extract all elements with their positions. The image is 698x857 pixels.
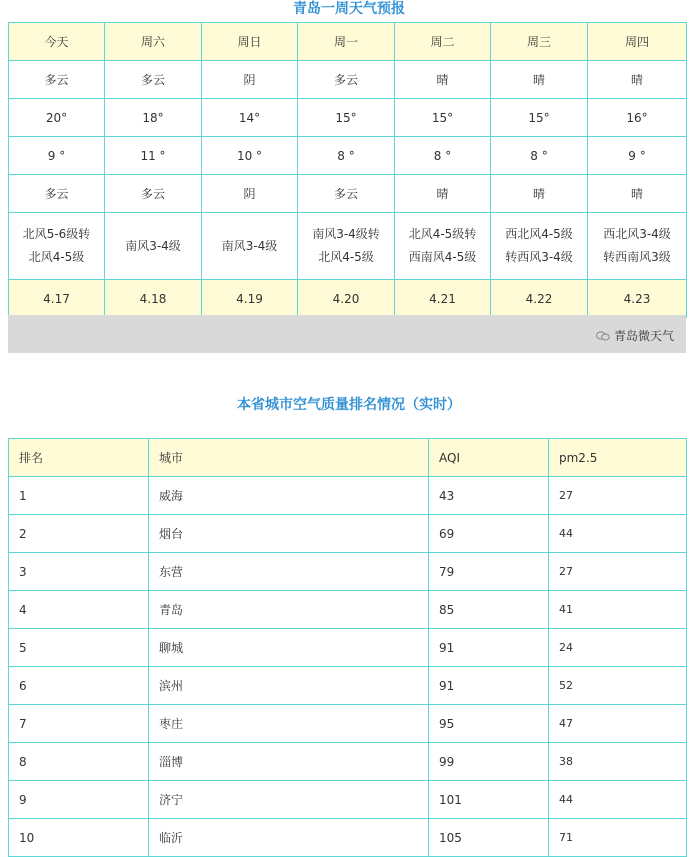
aqi-value-cell: 79: [429, 553, 549, 591]
aqi-value-cell: 85: [429, 591, 549, 629]
weather-low-temp-cell: 11 °: [105, 137, 202, 175]
weather-source-bar: [8, 315, 686, 353]
weather-high-temp-cell: 20°: [9, 99, 105, 137]
weather-wind-cell: [202, 213, 298, 280]
weather-wind-cell: [395, 213, 491, 280]
weather-night-condition-cell: 阴: [202, 175, 298, 213]
weather-low-temp-cell: 9 °: [9, 137, 105, 175]
aqi-header-cell: AQI: [429, 439, 549, 477]
weather-day-cell: 周日: [202, 23, 298, 61]
weather-date-cell: 4.21: [395, 280, 491, 318]
table-row: [9, 515, 687, 553]
aqi-header-row: [9, 439, 687, 477]
aqi-rank-cell: 3: [9, 553, 149, 591]
weather-low-temp-cell: 8 °: [298, 137, 395, 175]
weather-day-condition-cell: 多云: [298, 61, 395, 99]
weather-day-condition-cell: 晴: [395, 61, 491, 99]
aqi-city-cell: 济宁: [149, 781, 429, 819]
table-row: [9, 667, 687, 705]
aqi-pm25-cell: 47: [549, 705, 687, 743]
weather-date-cell: 4.18: [105, 280, 202, 318]
weather-high-temp-cell: 16°: [588, 99, 687, 137]
aqi-rank-cell: 2: [9, 515, 149, 553]
weather-forecast-table: [8, 22, 687, 318]
wind-line: 南风3-4级: [221, 238, 278, 253]
weather-low-temp-cell: 9 °: [588, 137, 687, 175]
weather-day-cell: 周三: [491, 23, 588, 61]
aqi-value-cell: 105: [429, 819, 549, 857]
weather-day-condition-cell: 晴: [588, 61, 687, 99]
aqi-rank-cell: 7: [9, 705, 149, 743]
weather-night-condition-cell: 晴: [491, 175, 588, 213]
weather-date-cell: 4.20: [298, 280, 395, 318]
wind-line: 西北风4-5级: [505, 227, 573, 241]
aqi-city-cell: 滨州: [149, 667, 429, 705]
table-row: [9, 553, 687, 591]
aqi-city-cell: 威海: [149, 477, 429, 515]
aqi-pm25-cell: 71: [549, 819, 687, 857]
weather-high-temp-cell: 15°: [298, 99, 395, 137]
aqi-value-cell: 69: [429, 515, 549, 553]
weather-title: 青岛一周天气预报: [293, 1, 405, 17]
weather-row-low: [9, 137, 687, 175]
weather-day-cell: 周一: [298, 23, 395, 61]
wind-line: 南风3-4级: [125, 238, 181, 253]
weather-night-condition-cell: 多云: [298, 175, 395, 213]
wind-line: 北风5-6级转: [22, 227, 91, 241]
aqi-pm25-cell: 27: [549, 477, 687, 515]
aqi-rank-cell: 8: [9, 743, 149, 781]
aqi-rank-cell: 9: [9, 781, 149, 819]
aqi-pm25-cell: 27: [549, 553, 687, 591]
wind-line: 南风3-4级转: [312, 227, 380, 241]
aqi-city-cell: 东营: [149, 553, 429, 591]
aqi-pm25-cell: 38: [549, 743, 687, 781]
weather-day-condition-cell: 多云: [9, 61, 105, 99]
wind-line: 转西南风3级: [603, 250, 671, 264]
wind-line: 北风4-5级: [28, 250, 85, 264]
weather-low-temp-cell: 10 °: [202, 137, 298, 175]
wind-line: 北风4-5级转: [408, 227, 477, 241]
table-row: [9, 629, 687, 667]
weather-day-condition-cell: 晴: [491, 61, 588, 99]
table-row: [9, 705, 687, 743]
wind-line: 西北风3-4级: [603, 227, 671, 241]
aqi-header-cell: pm2.5: [549, 439, 687, 477]
weather-high-temp-cell: 15°: [395, 99, 491, 137]
weather-night-condition-cell: 晴: [588, 175, 687, 213]
weather-row-days: [9, 23, 687, 61]
weather-wind-cell: [298, 213, 395, 280]
aqi-pm25-cell: 44: [549, 781, 687, 819]
aqi-rank-cell: 1: [9, 477, 149, 515]
aqi-pm25-cell: 44: [549, 515, 687, 553]
weather-low-temp-cell: 8 °: [491, 137, 588, 175]
weather-day-cell: 今天: [9, 23, 105, 61]
aqi-value-cell: 91: [429, 629, 549, 667]
aqi-rank-cell: 6: [9, 667, 149, 705]
weather-day-cell: 周二: [395, 23, 491, 61]
aqi-title: 本省城市空气质量排名情况（实时）: [237, 397, 461, 413]
weather-wind-cell: [105, 213, 202, 280]
weather-date-cell: 4.23: [588, 280, 687, 318]
aqi-value-cell: 43: [429, 477, 549, 515]
weather-row-day-weather: [9, 61, 687, 99]
weather-date-cell: 4.19: [202, 280, 298, 318]
weather-row-night-weather: [9, 175, 687, 213]
weather-date-cell: 4.17: [9, 280, 105, 318]
weather-source[interactable]: [596, 327, 674, 344]
aqi-header-cell: 排名: [9, 439, 149, 477]
weather-low-temp-cell: 8 °: [395, 137, 491, 175]
weather-wind-cell: [9, 213, 105, 280]
aqi-pm25-cell: 41: [549, 591, 687, 629]
weather-night-condition-cell: 多云: [9, 175, 105, 213]
weather-day-cell: 周四: [588, 23, 687, 61]
weather-source-label: 青岛微天气: [613, 329, 674, 343]
aqi-rank-cell: 4: [9, 591, 149, 629]
table-row: [9, 781, 687, 819]
weather-high-temp-cell: 14°: [202, 99, 298, 137]
aqi-rank-cell: 5: [9, 629, 149, 667]
table-row: [9, 819, 687, 857]
table-row: [9, 591, 687, 629]
aqi-city-cell: 聊城: [149, 629, 429, 667]
aqi-header-cell: 城市: [149, 439, 429, 477]
weather-day-cell: 周六: [105, 23, 202, 61]
weather-wind-cell: [588, 213, 687, 280]
weather-day-condition-cell: 多云: [105, 61, 202, 99]
weather-night-condition-cell: 多云: [105, 175, 202, 213]
weather-high-temp-cell: 15°: [491, 99, 588, 137]
aqi-pm25-cell: 52: [549, 667, 687, 705]
aqi-city-cell: 烟台: [149, 515, 429, 553]
weather-row-wind: [9, 213, 687, 280]
aqi-city-cell: 淄博: [149, 743, 429, 781]
aqi-city-cell: 枣庄: [149, 705, 429, 743]
weather-high-temp-cell: 18°: [105, 99, 202, 137]
aqi-ranking-table: [8, 438, 687, 857]
weather-night-condition-cell: 晴: [395, 175, 491, 213]
wind-line: 转西风3-4级: [505, 250, 573, 264]
aqi-value-cell: 95: [429, 705, 549, 743]
weather-date-cell: 4.22: [491, 280, 588, 318]
weather-row-high: [9, 99, 687, 137]
wechat-icon: [596, 331, 610, 341]
weather-day-condition-cell: 阴: [202, 61, 298, 99]
table-row: [9, 477, 687, 515]
aqi-city-cell: 临沂: [149, 819, 429, 857]
aqi-value-cell: 101: [429, 781, 549, 819]
aqi-city-cell: 青岛: [149, 591, 429, 629]
weather-row-dates: [9, 280, 687, 318]
aqi-value-cell: 99: [429, 743, 549, 781]
weather-wind-cell: [491, 213, 588, 280]
aqi-value-cell: 91: [429, 667, 549, 705]
wind-line: 北风4-5级: [318, 250, 374, 264]
wind-line: 西南风4-5级: [408, 250, 477, 264]
aqi-pm25-cell: 24: [549, 629, 687, 667]
table-row: [9, 743, 687, 781]
aqi-rank-cell: 10: [9, 819, 149, 857]
